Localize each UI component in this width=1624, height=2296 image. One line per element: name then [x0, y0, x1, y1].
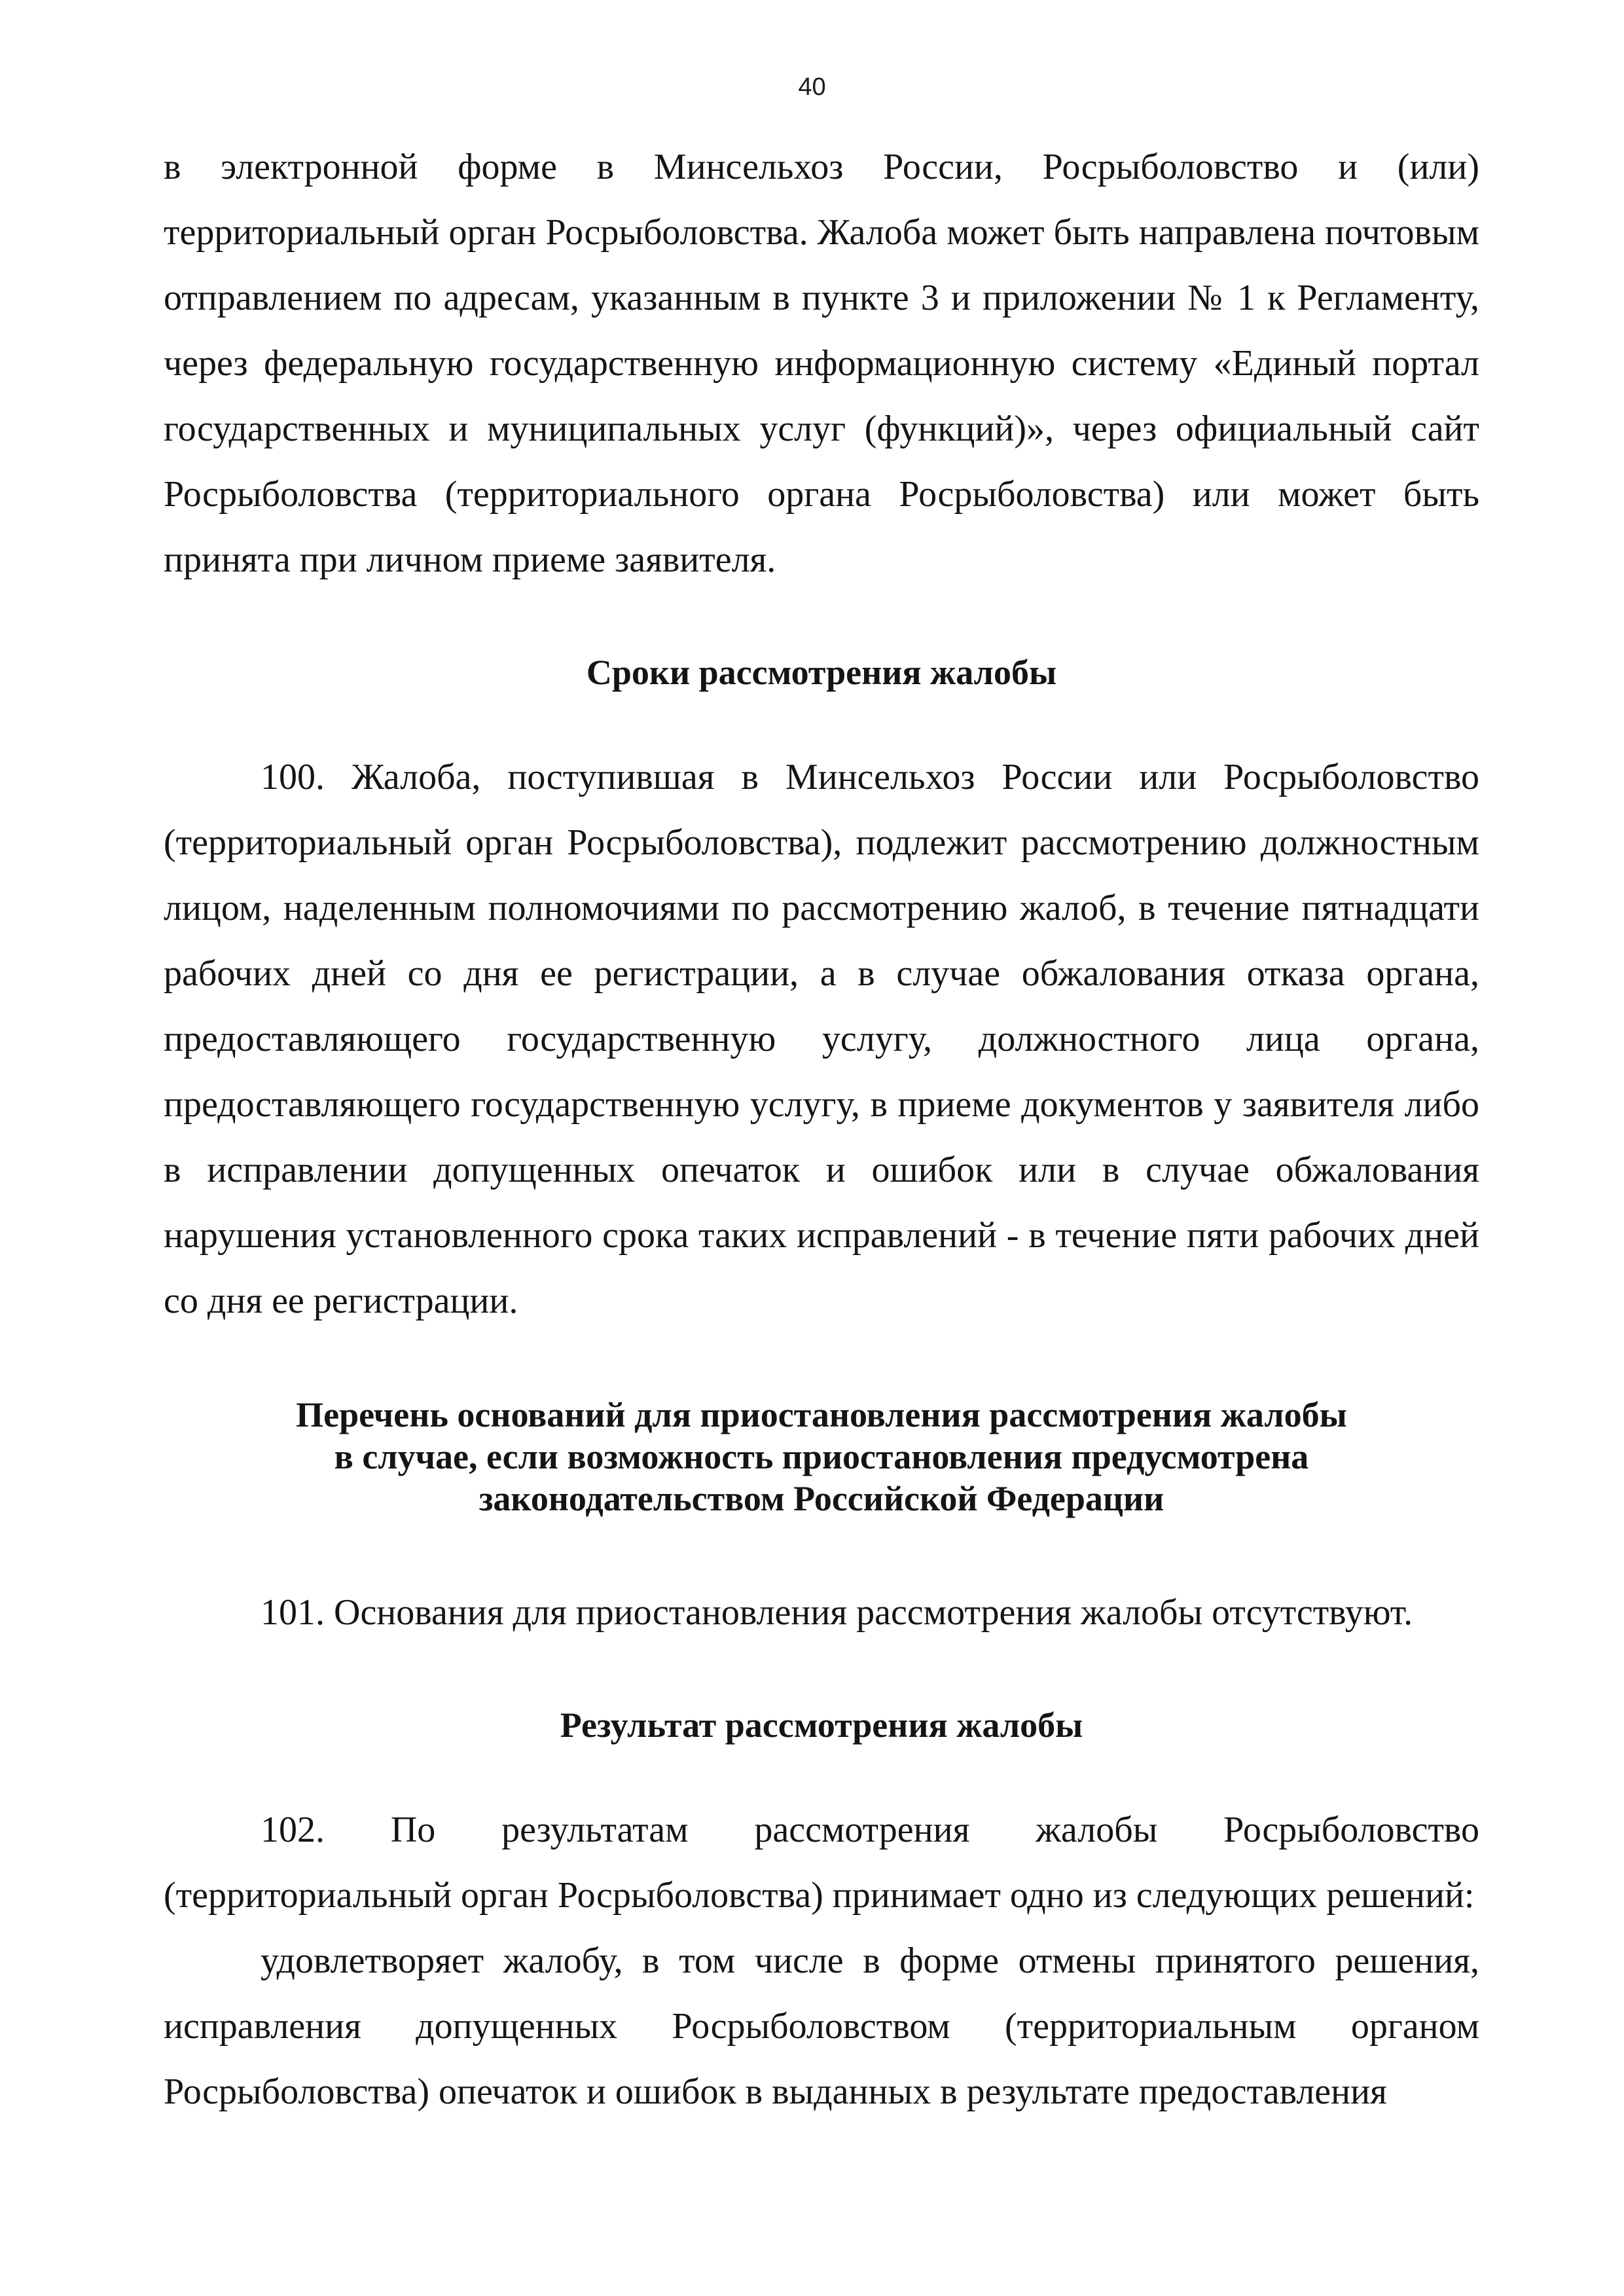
heading-suspension-line-3: законодательством Российской Федерации	[478, 1479, 1164, 1518]
heading-suspension-line-2: в случае, если возможность приостановления предусмотрена	[334, 1437, 1309, 1476]
document-body	[164, 134, 1479, 2124]
heading-review-terms: Сроки рассмотрения жалобы	[586, 653, 1057, 692]
heading-suspension-line-1: Перечень оснований для приостановления рассмотрения жалобы	[296, 1395, 1347, 1434]
heading-suspension-grounds	[164, 1394, 1479, 1520]
paragraph-102: 102. По результатам рассмотрения жалобы Росрыболовство (территориальный орган Росрыболовства) принимает одно из следующих решений:	[164, 1810, 1479, 1916]
paragraph-satisfy: удовлетворяет жалобу, в том числе в форме отмены принятого решения, исправления допущенных Росрыболовством (территориальным органом Росрыболовства) опечаток и ошибок в выданных в результате предоставления	[164, 1941, 1479, 2112]
page-number: 40	[798, 73, 826, 101]
heading-review-result: Результат рассмотрения жалобы	[560, 1705, 1083, 1745]
paragraph-intro: в электронной форме в Минсельхоз России, Росрыболовство и (или) территориальный орган Росрыболовства. Жалоба может быть направлена почтовым отправлением по адресам, указанным в пункте 3 и приложении № 1 к Регламенту, через федеральную государственную информационную систему «Единый портал государственных и муниципальных услуг (функций)», через официальный сайт Росрыболовства (территориального органа Росрыболовства) или может быть принята при личном приеме заявителя.	[164, 147, 1479, 580]
paragraph-101: 101. Основания для приостановления рассмотрения жалобы отсутствуют.	[261, 1592, 1413, 1633]
paragraph-100: 100. Жалоба, поступившая в Минсельхоз России или Росрыболовство (территориальный орган Росрыболовства), подлежит рассмотрению должностным лицом, наделенным полномочиями по рассмотрению жалоб, в течение пятнадцати рабочих дней со дня ее регистрации, а в случае обжалования отказа органа, предоставляющего государственную услугу, должностного лица органа, предоставляющего государственную услугу, в приеме документов у заявителя либо в исправлении допущенных опечаток и ошибок или в случае обжалования нарушения установленного срока таких исправлений - в течение пяти рабочих дней со дня ее регистрации.	[164, 757, 1479, 1321]
